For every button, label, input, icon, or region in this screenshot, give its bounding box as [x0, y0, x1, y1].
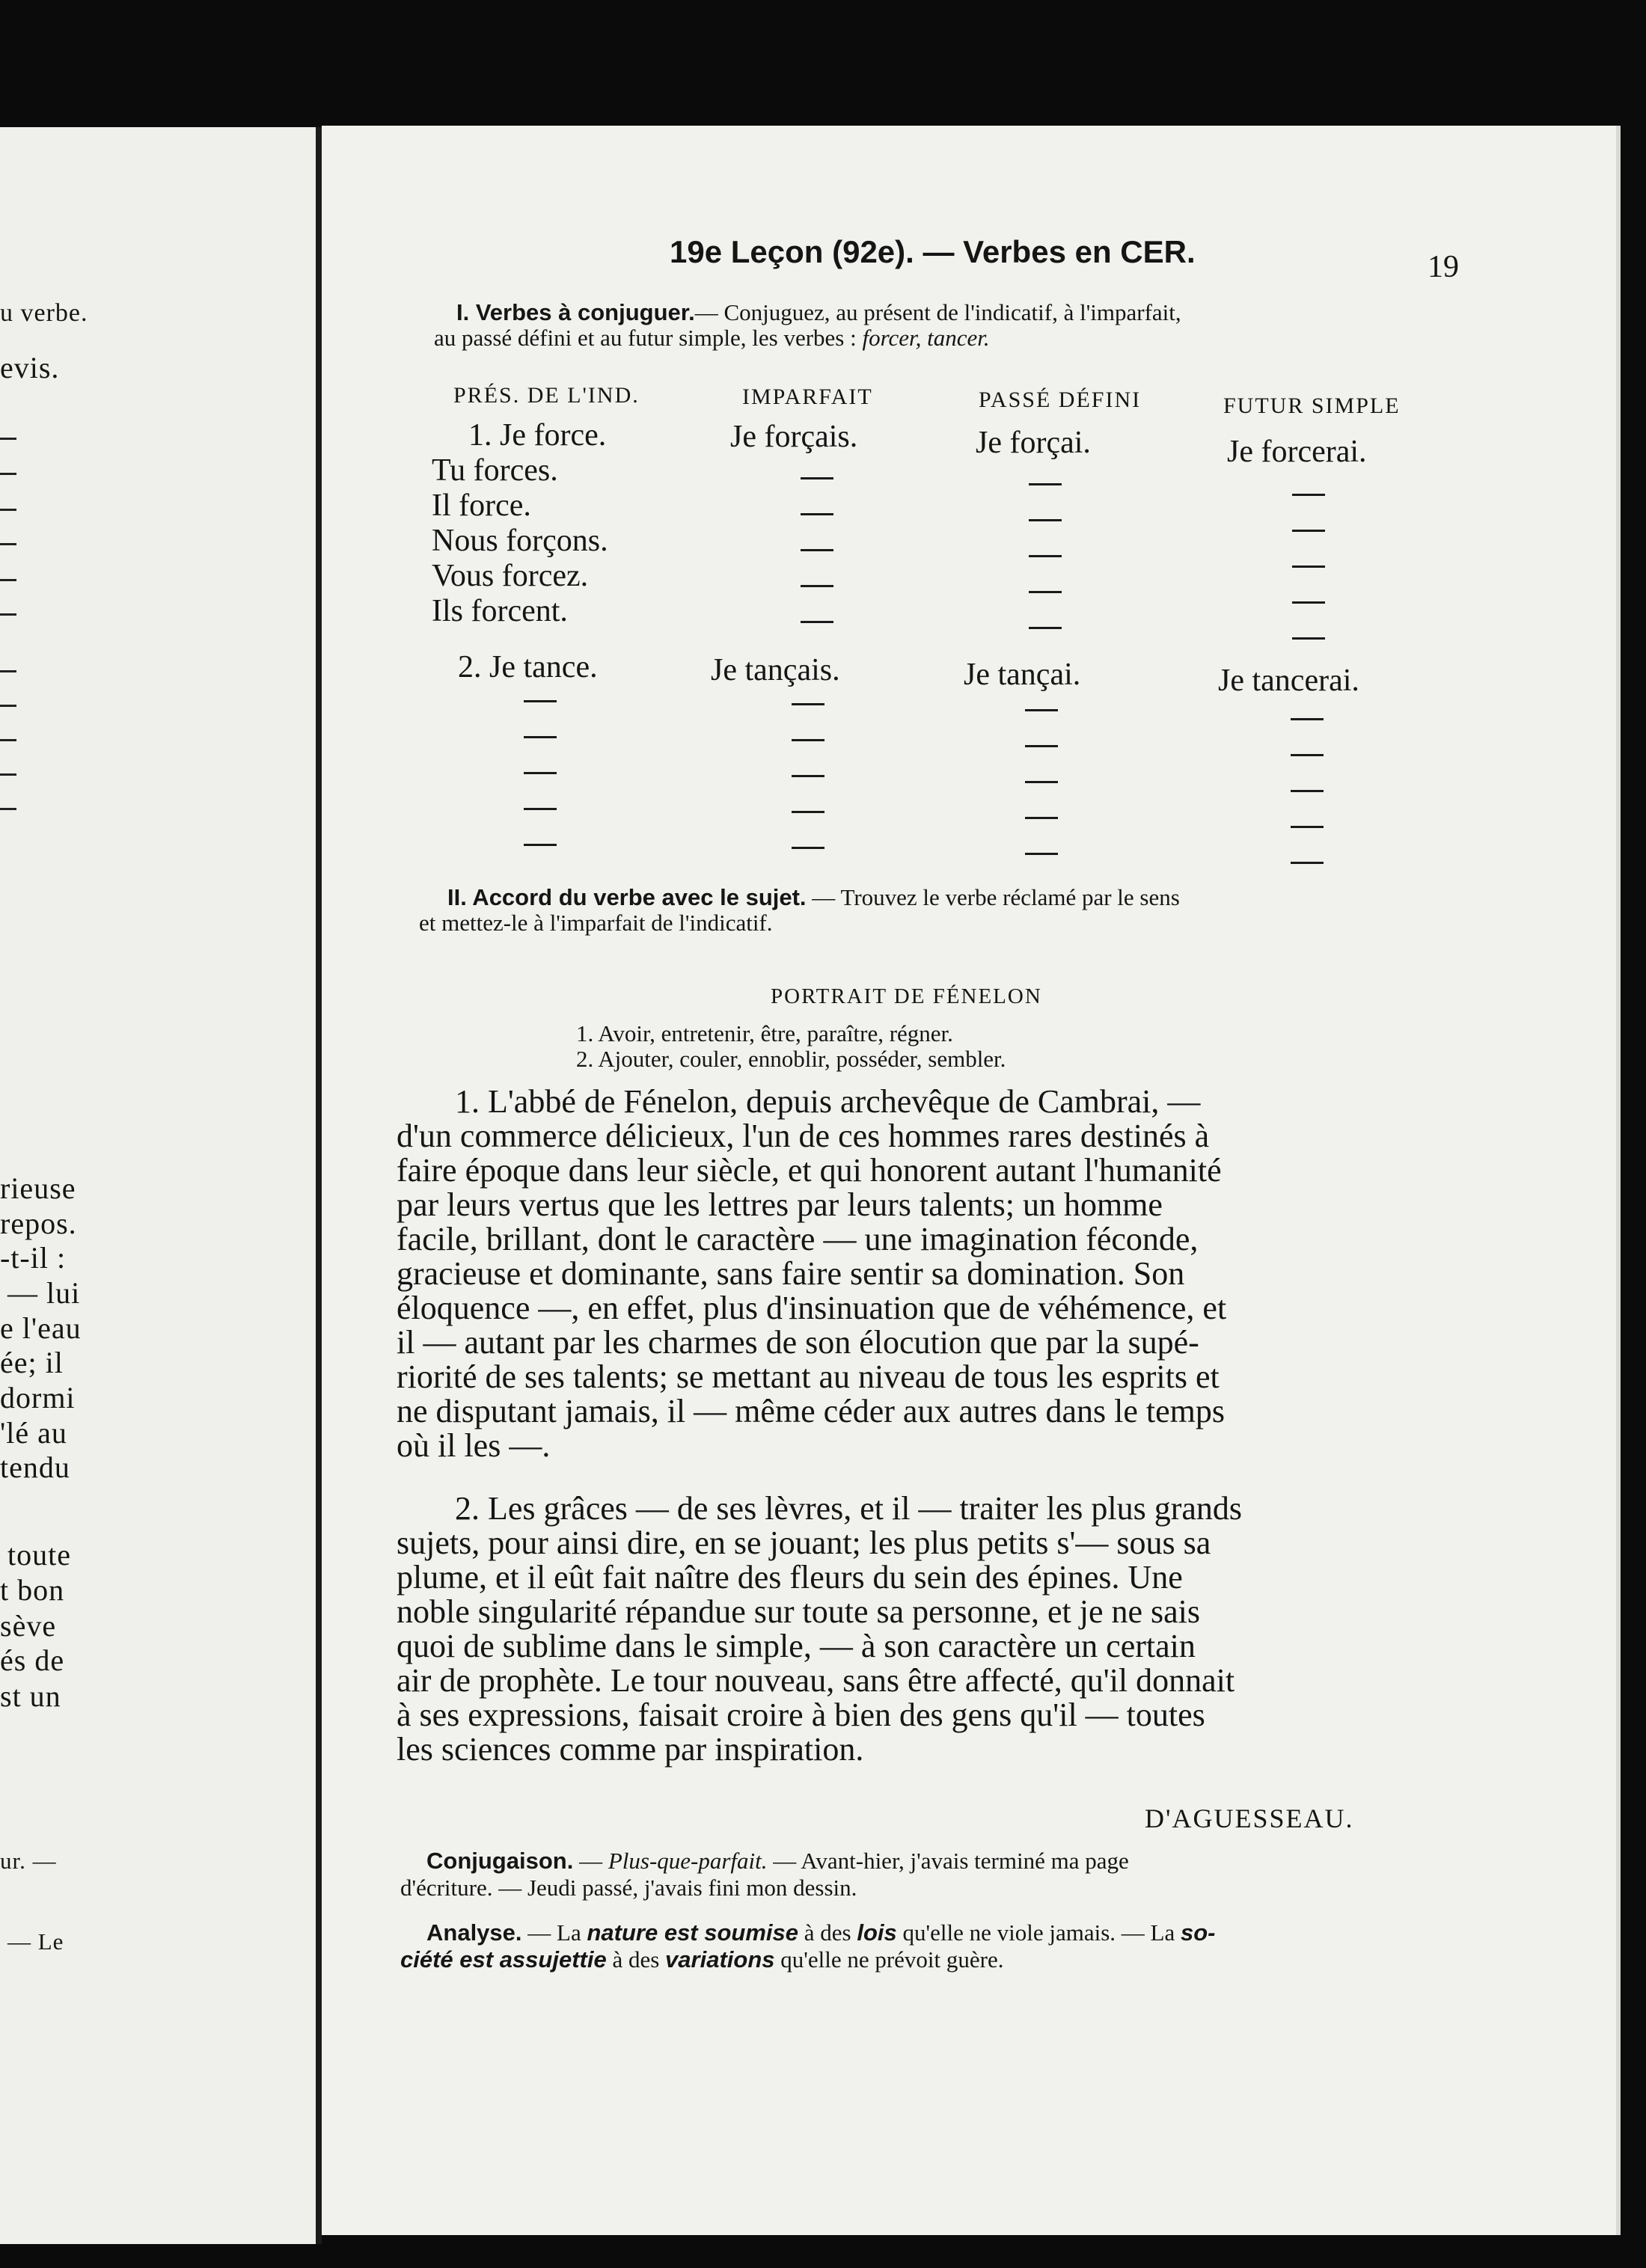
paragraph1-line: facile, brillant, dont le caractère — une imagination féconde, [397, 1221, 1199, 1257]
analyse-emph: ciété est assujettie [400, 1946, 607, 1973]
left-fragment: t bon [0, 1573, 65, 1607]
paragraph1-line: ne disputant jamais, il — même céder aux autres dans le temps [397, 1393, 1226, 1429]
left-fragment: toute [7, 1538, 71, 1572]
paragraph1-line: éloquence —, en effet, plus d'insinuation que de véhémence, et [397, 1290, 1227, 1326]
blank-dash [1029, 555, 1062, 557]
blank-dash [801, 549, 833, 551]
blank-dash [1292, 601, 1325, 604]
blank-dash [524, 700, 557, 702]
imparfait-form: Je tançais. [711, 653, 840, 687]
analyse-line2 [400, 1946, 1004, 1973]
analyse-text: à des [606, 1946, 666, 1973]
page-title: 19e Leçon (92e). — Verbes en CER. [670, 234, 1196, 269]
exercise1-line2 [434, 325, 990, 352]
blank-dash [801, 621, 833, 623]
portrait-title: PORTRAIT DE FÉNELON [771, 984, 1042, 1008]
left-fragment: ée; il [0, 1346, 64, 1379]
left-fragment: és de [0, 1643, 65, 1677]
present-form: Il force. [432, 488, 531, 523]
analyse-emph: so- [1180, 1919, 1216, 1946]
conjugaison-line1 [426, 1848, 1129, 1875]
blank-dash [1029, 483, 1062, 485]
left-fragment: u verbe. [0, 299, 88, 327]
verb-list-2: 2. Ajouter, couler, ennoblir, posséder, sembler. [576, 1046, 1006, 1072]
passe-form: Je forçai. [976, 426, 1091, 460]
blank-dash [1025, 817, 1058, 819]
exercise1-instruction-2: au passé défini et au futur simple, les verbes : [434, 325, 857, 351]
blank-dash [801, 513, 833, 515]
paragraph1-line: où il les —. [397, 1427, 551, 1464]
blank-dash [1291, 754, 1324, 756]
blank-dash [801, 585, 833, 587]
page-gutter [316, 127, 322, 2244]
paragraph1-line: gracieuse et dominante, sans faire sentir sa domination. Son [397, 1255, 1185, 1292]
exercise1-line1 [456, 299, 1181, 326]
paragraph1-line: 1. L'abbé de Fénelon, depuis archevêque de Cambrai, — [455, 1083, 1201, 1120]
left-fragment: rieuse [0, 1171, 76, 1205]
left-dash [0, 670, 16, 672]
left-dash [0, 543, 16, 545]
left-dash [0, 773, 16, 776]
present-form: Tu forces. [432, 453, 558, 488]
left-fragment: dormi [0, 1381, 76, 1415]
left-fragment: — Le [7, 1928, 64, 1955]
exercise2-instruction: — Trouvez le verbe réclamé par le sens [812, 884, 1180, 910]
blank-dash [1292, 494, 1325, 496]
left-fragment: evis. [0, 351, 60, 384]
col-header-futur: FUTUR SIMPLE [1223, 393, 1401, 418]
blank-dash [524, 772, 557, 774]
present-form: Nous forçons. [432, 524, 608, 558]
left-page [0, 127, 316, 2244]
analyse-emph: variations [665, 1946, 775, 1973]
paragraph2-line: les sciences comme par inspiration. [397, 1731, 864, 1768]
blank-dash [1291, 790, 1324, 792]
paragraph1-line: faire époque dans leur siècle, et qui honorent autant l'humanité [397, 1152, 1222, 1189]
left-fragment: repos. [0, 1207, 77, 1240]
blank-dash [1291, 718, 1324, 720]
col-header-present: PRÉS. DE L'IND. [453, 383, 640, 408]
exercise2-line1 [447, 884, 1180, 911]
analyse-text: — La [521, 1919, 587, 1946]
blank-dash [792, 847, 824, 849]
analyse-text: à des [798, 1919, 857, 1946]
analyse-label: Analyse. [426, 1919, 522, 1946]
paragraph1-line: par leurs vertus que les lettres par leurs talents; un homme [397, 1186, 1163, 1223]
left-fragment: -t-il : [0, 1241, 67, 1275]
blank-dash [1025, 709, 1058, 711]
left-dash [0, 579, 16, 581]
present-form: Ils forcent. [432, 594, 568, 628]
verb-list-1: 1. Avoir, entretenir, être, paraître, régner. [576, 1020, 953, 1046]
futur-form: Je tancerai. [1218, 663, 1359, 698]
right-page [322, 126, 1621, 2235]
conjugaison-label: Conjugaison. [426, 1848, 574, 1874]
left-fragment: st un [0, 1679, 61, 1713]
present-form: 1. Je force. [468, 418, 607, 453]
col-header-passe: PASSÉ DÉFINI [979, 387, 1142, 412]
paragraph2-line: noble singularité répandue sur toute sa personne, et je ne sais [397, 1593, 1201, 1630]
conjugaison-line2: d'écriture. — Jeudi passé, j'avais fini mon dessin. [400, 1875, 857, 1901]
left-dash [0, 438, 16, 440]
blank-dash [524, 736, 557, 738]
imparfait-form: Je forçais. [730, 420, 858, 454]
blank-dash [792, 739, 824, 741]
left-dash [0, 808, 16, 810]
left-dash [0, 739, 16, 741]
conjugaison-example: — Avant-hier, j'avais terminé ma page [773, 1848, 1129, 1874]
analyse-text: qu'elle ne prévoit guère. [774, 1946, 1004, 1973]
blank-dash [1291, 862, 1324, 864]
blank-dash [524, 808, 557, 810]
passe-form: Je tançai. [964, 658, 1081, 692]
paragraph2-line: 2. Les grâces — de ses lèvres, et il — traiter les plus grands [455, 1490, 1243, 1527]
paragraph2-line: plume, et il eût fait naître des fleurs du sein des épines. Une [397, 1559, 1183, 1596]
analyse-line1 [426, 1919, 1215, 1946]
exercise1-heading: I. Verbes à conjuguer. [456, 299, 695, 325]
exercise2-line2: et mettez-le à l'imparfait de l'indicatif. [419, 910, 773, 936]
exercise1-verbs: forcer, tancer. [862, 325, 990, 351]
left-fragment: e l'eau [0, 1311, 82, 1345]
left-fragment: tendu [0, 1450, 70, 1484]
author-signature: D'AGUESSEAU. [1145, 1803, 1354, 1833]
left-fragment: sève [0, 1609, 57, 1643]
blank-dash [792, 703, 824, 705]
blank-dash [792, 775, 824, 777]
blank-dash [1292, 637, 1325, 640]
left-fragment: — lui [7, 1276, 81, 1310]
left-fragment: 'lé au [0, 1416, 67, 1450]
page-number: 19 [1428, 250, 1459, 284]
blank-dash [1029, 591, 1062, 593]
paragraph1-line: riorité de ses talents; se mettant au niveau de tous les esprits et [397, 1358, 1220, 1395]
blank-dash [1292, 566, 1325, 568]
paragraph2-line: quoi de sublime dans le simple, — à son caractère un certain [397, 1628, 1196, 1664]
left-dash [0, 473, 16, 475]
paragraph1-line: d'un commerce délicieux, l'un de ces hommes rares destinés à [397, 1118, 1210, 1154]
conjugaison-dash: — [573, 1848, 608, 1874]
paragraph1-line: il — autant par les charmes de son élocution que par la supé- [397, 1324, 1199, 1361]
conjugaison-tense: Plus-que-parfait. [608, 1848, 768, 1874]
blank-dash [801, 477, 833, 479]
left-dash [0, 613, 16, 616]
paragraph2-line: sujets, pour ainsi dire, en se jouant; les plus petits s'— sous sa [397, 1524, 1211, 1561]
paragraph2-line: air de prophète. Le tour nouveau, sans être affecté, qu'il donnait [397, 1662, 1235, 1699]
paragraph2-line: à ses expressions, faisait croire à bien des gens qu'il — toutes [397, 1697, 1205, 1733]
blank-dash [1291, 826, 1324, 828]
left-dash [0, 509, 16, 511]
blank-dash [1025, 745, 1058, 747]
futur-form: Je forcerai. [1227, 435, 1367, 469]
col-header-imparfait: IMPARFAIT [742, 384, 873, 409]
blank-dash [1029, 519, 1062, 521]
analyse-emph: nature est soumise [587, 1919, 799, 1946]
blank-dash [1292, 530, 1325, 532]
blank-dash [1029, 627, 1062, 629]
exercise1-instruction: — Conjuguez, au présent de l'indicatif, à l'imparfait, [694, 299, 1181, 325]
exercise2-heading: II. Accord du verbe avec le sujet. [447, 884, 807, 910]
blank-dash [1025, 853, 1058, 855]
analyse-emph: lois [857, 1919, 897, 1946]
analyse-text: qu'elle ne viole jamais. — La [896, 1919, 1181, 1946]
left-dash [0, 705, 16, 707]
present-form: 2. Je tance. [458, 650, 598, 684]
left-fragment: ur. — [0, 1848, 57, 1874]
blank-dash [1025, 781, 1058, 783]
blank-dash [524, 844, 557, 846]
present-form: Vous forcez. [432, 559, 589, 593]
blank-dash [792, 811, 824, 813]
